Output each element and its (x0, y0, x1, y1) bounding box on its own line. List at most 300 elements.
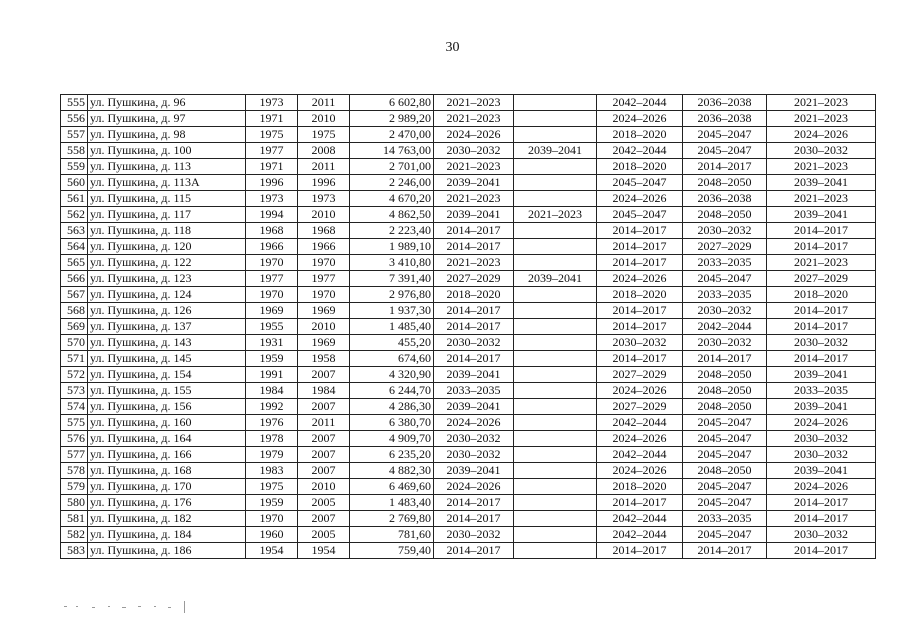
table-row (61, 463, 876, 479)
period-1-cell: 2033–2035 (434, 383, 514, 399)
construction-year-cell: 1983 (246, 463, 298, 479)
period-4-cell: 2048–2050 (683, 367, 767, 383)
period-4-cell: 2036–2038 (683, 111, 767, 127)
address-cell: ул. Пушкина, д. 123 (88, 271, 246, 287)
construction-year-cell: 1996 (246, 175, 298, 191)
row-number-cell: 573 (61, 383, 88, 399)
period-3-cell: 2024–2026 (597, 431, 683, 447)
area-cell: 4 670,20 (350, 191, 434, 207)
period-3-cell: 2045–2047 (597, 175, 683, 191)
period-2-cell (514, 367, 597, 383)
renovation-year-cell: 1958 (298, 351, 350, 367)
renovation-year-cell: 2005 (298, 495, 350, 511)
table-row (61, 95, 876, 111)
period-2-cell (514, 111, 597, 127)
construction-year-cell: 1960 (246, 527, 298, 543)
period-3-cell: 2014–2017 (597, 303, 683, 319)
period-4-cell: 2033–2035 (683, 287, 767, 303)
period-2-cell (514, 175, 597, 191)
renovation-year-cell: 1975 (298, 127, 350, 143)
period-3-cell: 2027–2029 (597, 399, 683, 415)
area-cell: 2 223,40 (350, 223, 434, 239)
period-5-cell: 2014–2017 (767, 511, 876, 527)
table-row (61, 255, 876, 271)
address-cell: ул. Пушкина, д. 97 (88, 111, 246, 127)
period-5-cell: 2027–2029 (767, 271, 876, 287)
address-cell: ул. Пушкина, д. 168 (88, 463, 246, 479)
table-row (61, 399, 876, 415)
period-2-cell (514, 415, 597, 431)
row-number-cell: 578 (61, 463, 88, 479)
area-cell: 4 862,50 (350, 207, 434, 223)
row-number-cell: 583 (61, 543, 88, 559)
period-5-cell: 2024–2026 (767, 415, 876, 431)
construction-year-cell: 1975 (246, 127, 298, 143)
construction-year-cell: 1970 (246, 287, 298, 303)
period-2-cell (514, 95, 597, 111)
table-row (61, 527, 876, 543)
row-number-cell: 567 (61, 287, 88, 303)
area-cell: 6 235,20 (350, 447, 434, 463)
period-5-cell: 2024–2026 (767, 479, 876, 495)
address-cell: ул. Пушкина, д. 164 (88, 431, 246, 447)
renovation-year-cell: 2007 (298, 431, 350, 447)
period-2-cell: 2039–2041 (514, 143, 597, 159)
row-number-cell: 571 (61, 351, 88, 367)
period-1-cell: 2030–2032 (434, 447, 514, 463)
period-5-cell: 2024–2026 (767, 127, 876, 143)
period-2-cell (514, 447, 597, 463)
row-number-cell: 564 (61, 239, 88, 255)
row-number-cell: 560 (61, 175, 88, 191)
period-2-cell (514, 543, 597, 559)
renovation-year-cell: 2008 (298, 143, 350, 159)
period-4-cell: 2036–2038 (683, 191, 767, 207)
row-number-cell: 556 (61, 111, 88, 127)
row-number-cell: 581 (61, 511, 88, 527)
period-1-cell: 2014–2017 (434, 511, 514, 527)
period-5-cell: 2021–2023 (767, 159, 876, 175)
renovation-year-cell: 1996 (298, 175, 350, 191)
area-cell: 1 989,10 (350, 239, 434, 255)
table-row (61, 111, 876, 127)
period-3-cell: 2018–2020 (597, 479, 683, 495)
area-cell: 6 602,80 (350, 95, 434, 111)
period-3-cell: 2014–2017 (597, 255, 683, 271)
renovation-year-cell: 1969 (298, 303, 350, 319)
period-5-cell: 2030–2032 (767, 143, 876, 159)
table-row (61, 143, 876, 159)
scan-artifact (62, 600, 192, 614)
row-number-cell: 570 (61, 335, 88, 351)
period-3-cell: 2014–2017 (597, 319, 683, 335)
row-number-cell: 566 (61, 271, 88, 287)
period-4-cell: 2045–2047 (683, 527, 767, 543)
period-2-cell: 2021–2023 (514, 207, 597, 223)
period-1-cell: 2014–2017 (434, 223, 514, 239)
row-number-cell: 562 (61, 207, 88, 223)
period-2-cell (514, 191, 597, 207)
construction-year-cell: 1991 (246, 367, 298, 383)
period-1-cell: 2030–2032 (434, 143, 514, 159)
row-number-cell: 575 (61, 415, 88, 431)
construction-year-cell: 1992 (246, 399, 298, 415)
address-cell: ул. Пушкина, д. 122 (88, 255, 246, 271)
period-2-cell (514, 319, 597, 335)
row-number-cell: 555 (61, 95, 88, 111)
period-5-cell: 2039–2041 (767, 399, 876, 415)
period-4-cell: 2014–2017 (683, 351, 767, 367)
period-2-cell (514, 351, 597, 367)
period-5-cell: 2018–2020 (767, 287, 876, 303)
period-3-cell: 2042–2044 (597, 95, 683, 111)
area-cell: 6 469,60 (350, 479, 434, 495)
period-3-cell: 2042–2044 (597, 511, 683, 527)
construction-year-cell: 1973 (246, 95, 298, 111)
period-1-cell: 2021–2023 (434, 95, 514, 111)
renovation-year-cell: 1969 (298, 335, 350, 351)
address-cell: ул. Пушкина, д. 160 (88, 415, 246, 431)
renovation-year-cell: 2010 (298, 207, 350, 223)
area-cell: 781,60 (350, 527, 434, 543)
address-cell: ул. Пушкина, д. 124 (88, 287, 246, 303)
table-row (61, 479, 876, 495)
construction-year-cell: 1968 (246, 223, 298, 239)
period-5-cell: 2014–2017 (767, 223, 876, 239)
address-cell: ул. Пушкина, д. 145 (88, 351, 246, 367)
period-3-cell: 2027–2029 (597, 367, 683, 383)
period-5-cell: 2030–2032 (767, 447, 876, 463)
period-4-cell: 2027–2029 (683, 239, 767, 255)
construction-year-cell: 1984 (246, 383, 298, 399)
table-row (61, 239, 876, 255)
construction-year-cell: 1959 (246, 351, 298, 367)
row-number-cell: 561 (61, 191, 88, 207)
period-5-cell: 2021–2023 (767, 191, 876, 207)
construction-year-cell: 1976 (246, 415, 298, 431)
renovation-year-cell: 2011 (298, 159, 350, 175)
row-number-cell: 574 (61, 399, 88, 415)
renovation-year-cell: 2007 (298, 463, 350, 479)
area-cell: 1 937,30 (350, 303, 434, 319)
period-4-cell: 2030–2032 (683, 223, 767, 239)
area-cell: 6 380,70 (350, 415, 434, 431)
area-cell: 2 246,00 (350, 175, 434, 191)
period-4-cell: 2030–2032 (683, 335, 767, 351)
area-cell: 3 410,80 (350, 255, 434, 271)
row-number-cell: 582 (61, 527, 88, 543)
period-3-cell: 2024–2026 (597, 383, 683, 399)
address-cell: ул. Пушкина, д. 170 (88, 479, 246, 495)
area-cell: 2 701,00 (350, 159, 434, 175)
address-cell: ул. Пушкина, д. 176 (88, 495, 246, 511)
period-2-cell (514, 527, 597, 543)
area-cell: 4 882,30 (350, 463, 434, 479)
address-cell: ул. Пушкина, д. 96 (88, 95, 246, 111)
period-4-cell: 2036–2038 (683, 95, 767, 111)
period-2-cell (514, 479, 597, 495)
area-cell: 4 909,70 (350, 431, 434, 447)
construction-year-cell: 1978 (246, 431, 298, 447)
address-cell: ул. Пушкина, д. 120 (88, 239, 246, 255)
period-4-cell: 2048–2050 (683, 207, 767, 223)
renovation-year-cell: 1977 (298, 271, 350, 287)
period-4-cell: 2045–2047 (683, 143, 767, 159)
table-row (61, 191, 876, 207)
table-row (61, 447, 876, 463)
period-3-cell: 2014–2017 (597, 351, 683, 367)
period-5-cell: 2014–2017 (767, 303, 876, 319)
area-cell: 2 976,80 (350, 287, 434, 303)
period-1-cell: 2021–2023 (434, 111, 514, 127)
period-3-cell: 2018–2020 (597, 287, 683, 303)
row-number-cell: 565 (61, 255, 88, 271)
period-2-cell (514, 127, 597, 143)
row-number-cell: 563 (61, 223, 88, 239)
period-3-cell: 2024–2026 (597, 271, 683, 287)
period-1-cell: 2024–2026 (434, 415, 514, 431)
period-4-cell: 2048–2050 (683, 383, 767, 399)
renovation-year-cell: 2010 (298, 111, 350, 127)
row-number-cell: 558 (61, 143, 88, 159)
address-cell: ул. Пушкина, д. 154 (88, 367, 246, 383)
row-number-cell: 568 (61, 303, 88, 319)
renovation-year-cell: 1984 (298, 383, 350, 399)
period-4-cell: 2045–2047 (683, 495, 767, 511)
renovation-year-cell: 2007 (298, 399, 350, 415)
row-number-cell: 559 (61, 159, 88, 175)
address-cell: ул. Пушкина, д. 118 (88, 223, 246, 239)
renovation-year-cell: 1966 (298, 239, 350, 255)
period-1-cell: 2014–2017 (434, 351, 514, 367)
period-3-cell: 2014–2017 (597, 239, 683, 255)
period-1-cell: 2014–2017 (434, 543, 514, 559)
row-number-cell: 557 (61, 127, 88, 143)
area-cell: 2 470,00 (350, 127, 434, 143)
period-4-cell: 2033–2035 (683, 255, 767, 271)
address-cell: ул. Пушкина, д. 137 (88, 319, 246, 335)
period-1-cell: 2030–2032 (434, 527, 514, 543)
address-cell: ул. Пушкина, д. 186 (88, 543, 246, 559)
period-4-cell: 2045–2047 (683, 447, 767, 463)
period-2-cell (514, 399, 597, 415)
period-1-cell: 2021–2023 (434, 191, 514, 207)
period-4-cell: 2030–2032 (683, 303, 767, 319)
area-cell: 1 485,40 (350, 319, 434, 335)
address-cell: ул. Пушкина, д. 100 (88, 143, 246, 159)
period-3-cell: 2018–2020 (597, 159, 683, 175)
construction-year-cell: 1979 (246, 447, 298, 463)
table-row (61, 271, 876, 287)
period-1-cell: 2021–2023 (434, 255, 514, 271)
period-5-cell: 2039–2041 (767, 463, 876, 479)
period-2-cell (514, 239, 597, 255)
address-cell: ул. Пушкина, д. 184 (88, 527, 246, 543)
renovation-year-cell: 2007 (298, 447, 350, 463)
period-2-cell (514, 159, 597, 175)
renovation-year-cell: 1970 (298, 287, 350, 303)
row-number-cell: 572 (61, 367, 88, 383)
period-1-cell: 2018–2020 (434, 287, 514, 303)
period-1-cell: 2039–2041 (434, 207, 514, 223)
table-row (61, 223, 876, 239)
period-3-cell: 2024–2026 (597, 111, 683, 127)
address-cell: ул. Пушкина, д. 182 (88, 511, 246, 527)
renovation-year-cell: 1968 (298, 223, 350, 239)
address-cell: ул. Пушкина, д. 113А (88, 175, 246, 191)
renovation-year-cell: 2005 (298, 527, 350, 543)
area-cell: 2 989,20 (350, 111, 434, 127)
row-number-cell: 577 (61, 447, 88, 463)
construction-year-cell: 1994 (246, 207, 298, 223)
period-5-cell: 2021–2023 (767, 255, 876, 271)
area-cell: 14 763,00 (350, 143, 434, 159)
row-number-cell: 579 (61, 479, 88, 495)
table-row (61, 367, 876, 383)
period-1-cell: 2039–2041 (434, 399, 514, 415)
period-3-cell: 2042–2044 (597, 415, 683, 431)
period-5-cell: 2014–2017 (767, 495, 876, 511)
construction-year-cell: 1971 (246, 111, 298, 127)
housing-registry-table (60, 94, 876, 559)
period-4-cell: 2045–2047 (683, 479, 767, 495)
address-cell: ул. Пушкина, д. 143 (88, 335, 246, 351)
period-3-cell: 2014–2017 (597, 495, 683, 511)
renovation-year-cell: 1970 (298, 255, 350, 271)
table-row (61, 287, 876, 303)
period-3-cell: 2024–2026 (597, 463, 683, 479)
period-5-cell: 2014–2017 (767, 543, 876, 559)
period-5-cell: 2014–2017 (767, 319, 876, 335)
renovation-year-cell: 2010 (298, 479, 350, 495)
table-row (61, 127, 876, 143)
renovation-year-cell: 1973 (298, 191, 350, 207)
table-row (61, 495, 876, 511)
period-1-cell: 2014–2017 (434, 239, 514, 255)
address-cell: ул. Пушкина, д. 155 (88, 383, 246, 399)
period-3-cell: 2042–2044 (597, 143, 683, 159)
renovation-year-cell: 2011 (298, 95, 350, 111)
area-cell: 4 320,90 (350, 367, 434, 383)
period-1-cell: 2027–2029 (434, 271, 514, 287)
period-1-cell: 2030–2032 (434, 335, 514, 351)
period-3-cell: 2030–2032 (597, 335, 683, 351)
address-cell: ул. Пушкина, д. 126 (88, 303, 246, 319)
construction-year-cell: 1959 (246, 495, 298, 511)
table-row (61, 175, 876, 191)
table-row (61, 159, 876, 175)
period-5-cell: 2030–2032 (767, 335, 876, 351)
area-cell: 7 391,40 (350, 271, 434, 287)
period-2-cell (514, 431, 597, 447)
renovation-year-cell: 2011 (298, 415, 350, 431)
period-1-cell: 2014–2017 (434, 303, 514, 319)
address-cell: ул. Пушкина, д. 166 (88, 447, 246, 463)
construction-year-cell: 1970 (246, 511, 298, 527)
period-4-cell: 2045–2047 (683, 127, 767, 143)
period-2-cell (514, 495, 597, 511)
renovation-year-cell: 2010 (298, 319, 350, 335)
period-3-cell: 2024–2026 (597, 191, 683, 207)
period-4-cell: 2048–2050 (683, 175, 767, 191)
period-2-cell (514, 223, 597, 239)
construction-year-cell: 1970 (246, 255, 298, 271)
period-1-cell: 2039–2041 (434, 175, 514, 191)
address-cell: ул. Пушкина, д. 115 (88, 191, 246, 207)
period-5-cell: 2021–2023 (767, 95, 876, 111)
period-3-cell: 2014–2017 (597, 543, 683, 559)
table-row (61, 335, 876, 351)
area-cell: 6 244,70 (350, 383, 434, 399)
period-5-cell: 2021–2023 (767, 111, 876, 127)
period-2-cell (514, 287, 597, 303)
table-row (61, 543, 876, 559)
renovation-year-cell: 2007 (298, 367, 350, 383)
period-1-cell: 2024–2026 (434, 127, 514, 143)
period-4-cell: 2014–2017 (683, 159, 767, 175)
construction-year-cell: 1977 (246, 271, 298, 287)
construction-year-cell: 1975 (246, 479, 298, 495)
table-row (61, 511, 876, 527)
period-2-cell (514, 303, 597, 319)
address-cell: ул. Пушкина, д. 117 (88, 207, 246, 223)
area-cell: 4 286,30 (350, 399, 434, 415)
period-3-cell: 2042–2044 (597, 527, 683, 543)
period-3-cell: 2045–2047 (597, 207, 683, 223)
area-cell: 1 483,40 (350, 495, 434, 511)
renovation-year-cell: 2007 (298, 511, 350, 527)
table-row (61, 351, 876, 367)
area-cell: 2 769,80 (350, 511, 434, 527)
period-4-cell: 2033–2035 (683, 511, 767, 527)
period-1-cell: 2030–2032 (434, 431, 514, 447)
row-number-cell: 576 (61, 431, 88, 447)
period-1-cell: 2021–2023 (434, 159, 514, 175)
construction-year-cell: 1954 (246, 543, 298, 559)
period-3-cell: 2014–2017 (597, 223, 683, 239)
period-5-cell: 2039–2041 (767, 175, 876, 191)
period-4-cell: 2045–2047 (683, 271, 767, 287)
period-3-cell: 2018–2020 (597, 127, 683, 143)
construction-year-cell: 1973 (246, 191, 298, 207)
period-3-cell: 2042–2044 (597, 447, 683, 463)
period-5-cell: 2039–2041 (767, 207, 876, 223)
row-number-cell: 580 (61, 495, 88, 511)
period-1-cell: 2039–2041 (434, 367, 514, 383)
table-row (61, 431, 876, 447)
table-row (61, 319, 876, 335)
table-row (61, 415, 876, 431)
period-5-cell: 2033–2035 (767, 383, 876, 399)
construction-year-cell: 1966 (246, 239, 298, 255)
period-5-cell: 2039–2041 (767, 367, 876, 383)
period-2-cell (514, 335, 597, 351)
construction-year-cell: 1977 (246, 143, 298, 159)
construction-year-cell: 1955 (246, 319, 298, 335)
table-row (61, 207, 876, 223)
construction-year-cell: 1969 (246, 303, 298, 319)
period-5-cell: 2030–2032 (767, 431, 876, 447)
page-number: 30 (445, 40, 460, 55)
row-number-cell: 569 (61, 319, 88, 335)
registry-body (61, 95, 876, 559)
renovation-year-cell: 1954 (298, 543, 350, 559)
period-4-cell: 2045–2047 (683, 431, 767, 447)
period-2-cell: 2039–2041 (514, 271, 597, 287)
period-1-cell: 2024–2026 (434, 479, 514, 495)
period-4-cell: 2014–2017 (683, 543, 767, 559)
construction-year-cell: 1971 (246, 159, 298, 175)
